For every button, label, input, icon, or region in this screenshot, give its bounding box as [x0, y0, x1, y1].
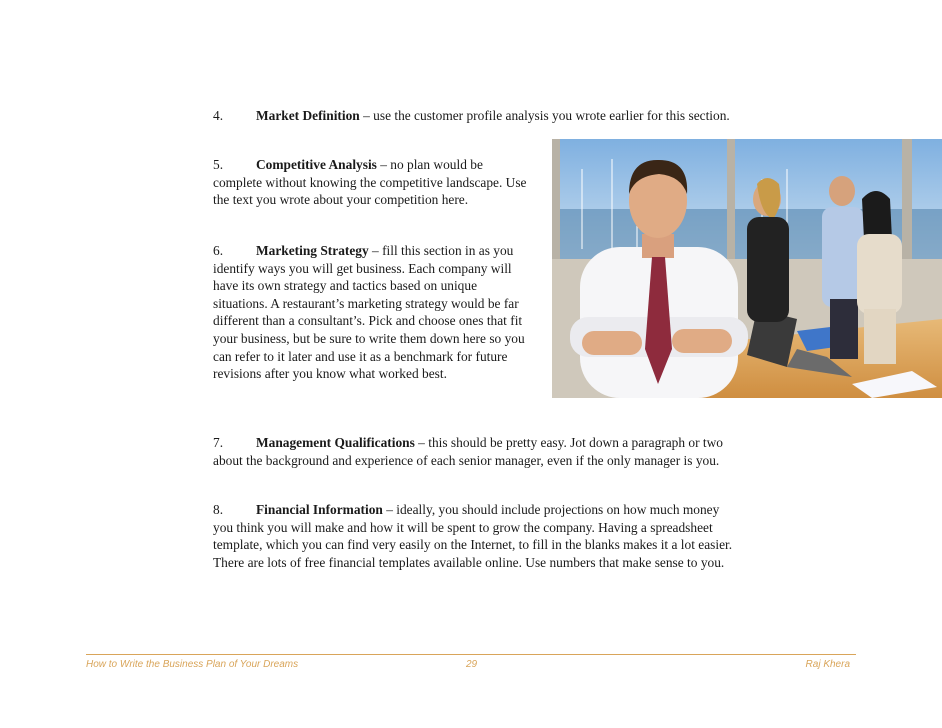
- item-title: Financial Information: [256, 502, 383, 517]
- item-number: 7.: [213, 435, 224, 450]
- footer-author: Raj Khera: [805, 659, 850, 670]
- footer-book-title: How to Write the Business Plan of Your Dreams: [86, 659, 299, 670]
- list-item-financial-information: [213, 501, 733, 571]
- list-item-competitive-analysis: [213, 156, 531, 209]
- list-item-marketing-strategy: [213, 242, 531, 383]
- item-text: – fill this section in as you identify ways you will get business. Each company will have its own strategy and tactics based on unique situations. A restaurant’s marketing strategy would be far different than a consultant’s. Pick and choose ones that fit your business, but be sure to write them down here so you can refer to it later and use it as a benchmark for future revisions after you know what worked best.: [213, 243, 525, 382]
- list-item-management-qualifications: [213, 434, 733, 469]
- item-text: – ideally, you should include projections on how much money you think you will make and how it will be spent to grow the company. Having a spreadsheet template, which you can find very easily on the Internet, to fill in the blanks makes it a lot easier. There are lots of free financial templates available online. Use numbers that make sense to you.: [213, 502, 733, 570]
- page-number: 29: [466, 659, 478, 670]
- item-title: Management Qualifications: [256, 435, 415, 450]
- item-number: 8.: [213, 502, 224, 517]
- list-item-market-definition: [213, 107, 733, 125]
- item-title: Marketing Strategy: [256, 243, 369, 258]
- item-number: 5.: [213, 157, 224, 172]
- item-text: – use the customer profile analysis you wrote earlier for this section.: [359, 108, 730, 123]
- item-title: Competitive Analysis: [256, 157, 377, 172]
- item-text: – this should be pretty easy. Jot down a paragraph or two about the background and experience of each senior manager, even if the only manager is you.: [213, 435, 723, 468]
- footer-divider: [86, 654, 856, 655]
- item-number: 4.: [213, 108, 224, 123]
- item-number: 6.: [213, 243, 224, 258]
- business-team-photo: [552, 139, 942, 398]
- item-text: – no plan would be complete without knowing the competitive landscape. Use the text you wrote about your competition here.: [213, 157, 527, 208]
- item-title: Market Definition: [256, 108, 360, 123]
